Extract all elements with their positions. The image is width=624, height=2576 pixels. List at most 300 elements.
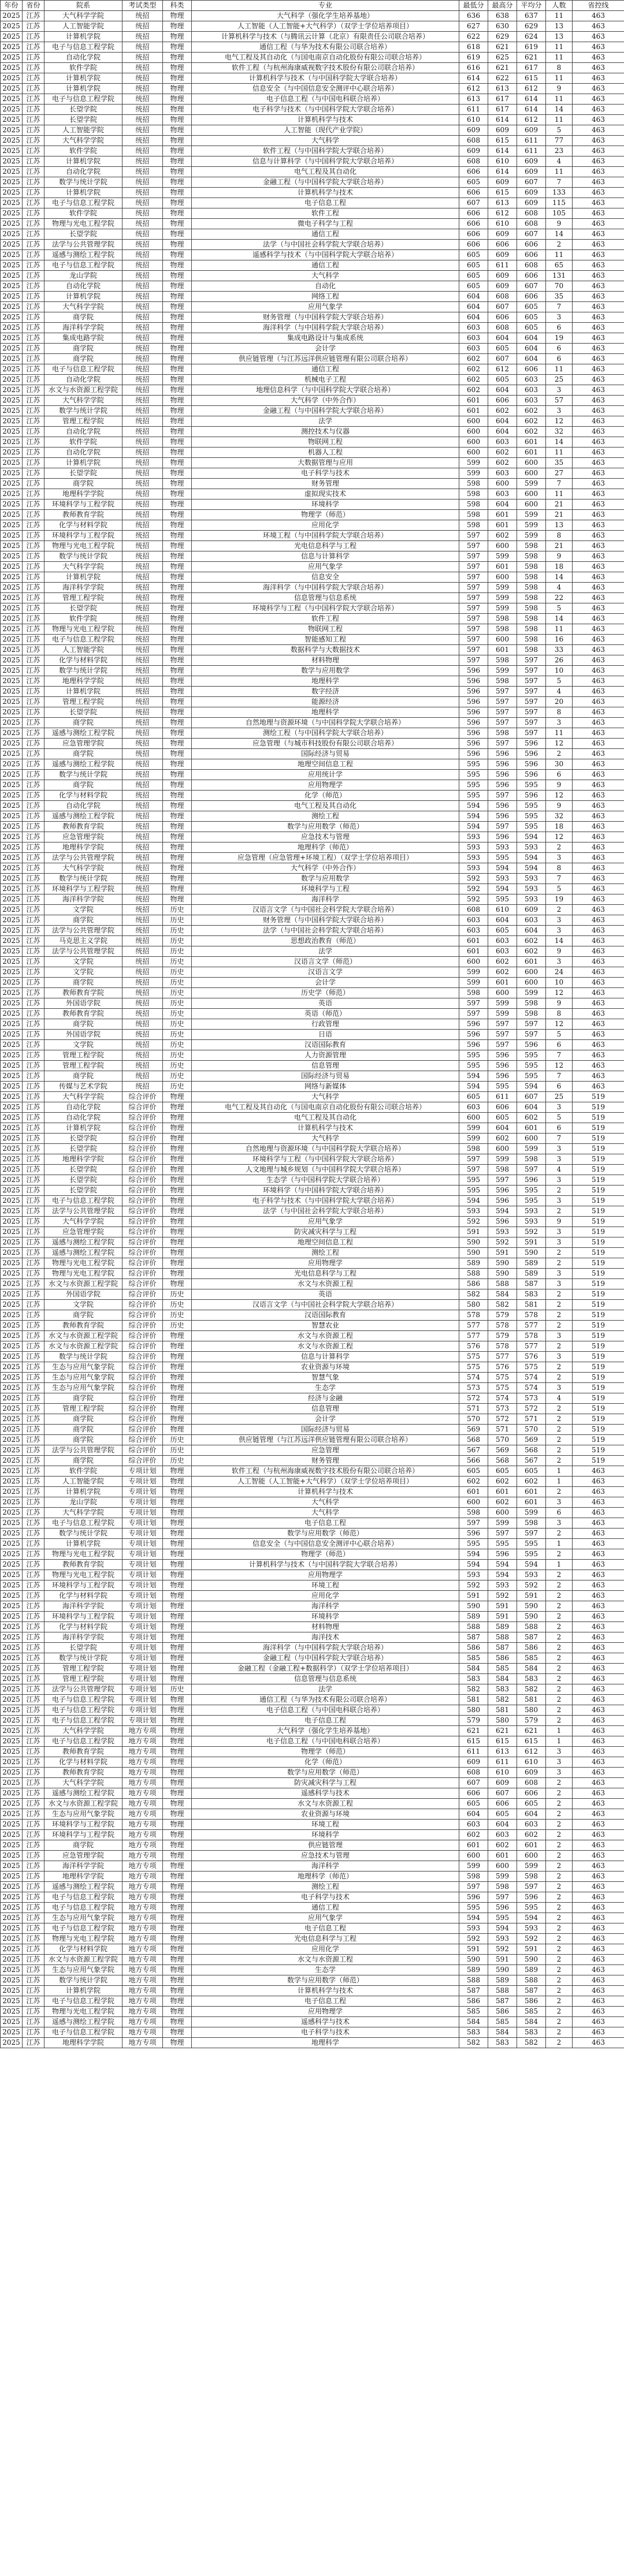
table-row [1, 1279, 624, 1289]
cell-avg-score: 596 [517, 1892, 546, 1903]
cell-year: 2025 [1, 1383, 23, 1393]
cell-exam-type: 统招 [122, 687, 163, 697]
cell-avg-score: 612 [517, 115, 546, 125]
cell-max-score: 579 [488, 1331, 517, 1341]
table-row [1, 146, 624, 156]
cell-department: 电子与信息工程学院 [44, 1196, 122, 1206]
cell-avg-score: 602 [517, 936, 546, 946]
cell-control-line: 519 [573, 1279, 624, 1289]
cell-avg-score: 578 [517, 1310, 546, 1321]
cell-department: 龙山学院 [44, 271, 122, 281]
cell-exam-type: 地方专项 [122, 1944, 163, 1955]
cell-count: 23 [546, 146, 573, 156]
cell-min-score: 596 [459, 1040, 488, 1050]
cell-min-score: 605 [459, 281, 488, 292]
cell-exam-type: 统招 [122, 416, 163, 427]
cell-exam-type: 专项计划 [122, 1695, 163, 1705]
cell-year: 2025 [1, 1664, 23, 1674]
cell-exam-type: 专项计划 [122, 1653, 163, 1664]
cell-province: 江苏 [23, 739, 44, 749]
cell-min-score: 593 [459, 832, 488, 842]
cell-year: 2025 [1, 1955, 23, 1965]
cell-department: 数学与统计学院 [44, 666, 122, 676]
cell-year: 2025 [1, 240, 23, 250]
table-row [1, 375, 624, 385]
cell-min-score: 600 [459, 416, 488, 427]
cell-department: 环境科学与工程学院 [44, 1820, 122, 1830]
cell-major: 数据科学与大数据技术 [192, 645, 459, 655]
cell-count: 2 [546, 1321, 573, 1331]
cell-exam-type: 综合评价 [122, 1227, 163, 1237]
cell-max-score: 594 [488, 1570, 517, 1580]
cell-subject: 物理 [163, 1591, 192, 1601]
cell-control-line: 463 [573, 1477, 624, 1487]
cell-year: 2025 [1, 1529, 23, 1539]
cell-subject: 历史 [163, 946, 192, 957]
cell-exam-type: 统招 [122, 198, 163, 208]
cell-max-score: 613 [488, 198, 517, 208]
cell-exam-type: 专项计划 [122, 1508, 163, 1518]
cell-exam-type: 综合评价 [122, 1165, 163, 1175]
cell-max-score: 577 [488, 1352, 517, 1362]
cell-control-line: 463 [573, 1082, 624, 1092]
cell-max-score: 601 [488, 1487, 517, 1497]
cell-avg-score: 593 [517, 842, 546, 853]
cell-avg-score: 602 [517, 1113, 546, 1123]
cell-subject: 物理 [163, 666, 192, 676]
cell-exam-type: 地方专项 [122, 1757, 163, 1768]
cell-major: 物理学（师范） [192, 1747, 459, 1757]
cell-control-line: 463 [573, 229, 624, 240]
table-row [1, 884, 624, 894]
cell-count: 25 [546, 1092, 573, 1102]
cell-min-score: 598 [459, 499, 488, 510]
cell-major: 遥感科学与技术 [192, 2017, 459, 2027]
table-row [1, 1196, 624, 1206]
cell-count: 3 [546, 1237, 573, 1248]
cell-year: 2025 [1, 499, 23, 510]
cell-max-score: 638 [488, 11, 517, 21]
cell-major: 海洋科学 [192, 1601, 459, 1612]
cell-max-score: 611 [488, 1757, 517, 1768]
cell-major: 海洋科学 [192, 894, 459, 905]
cell-avg-score: 596 [517, 770, 546, 780]
cell-min-score: 590 [459, 1248, 488, 1258]
cell-max-score: 598 [488, 655, 517, 666]
cell-avg-score: 593 [517, 1206, 546, 1217]
cell-avg-score: 599 [517, 531, 546, 541]
cell-year: 2025 [1, 1549, 23, 1560]
cell-min-score: 576 [459, 1341, 488, 1352]
cell-major: 光电信息科学与工程 [192, 1934, 459, 1944]
cell-control-line: 519 [573, 1425, 624, 1435]
cell-major: 大气科学 [192, 271, 459, 281]
cell-max-score: 615 [488, 136, 517, 146]
cell-exam-type: 专项计划 [122, 1591, 163, 1601]
cell-count: 32 [546, 811, 573, 822]
cell-min-score: 599 [459, 978, 488, 988]
cell-control-line: 463 [573, 11, 624, 21]
header-major: 专业 [192, 1, 459, 11]
cell-avg-score: 596 [517, 739, 546, 749]
cell-province: 江苏 [23, 375, 44, 385]
cell-exam-type: 统招 [122, 915, 163, 926]
cell-department: 水文与水资源工程学院 [44, 1799, 122, 1809]
cell-year: 2025 [1, 551, 23, 562]
cell-department: 人工智能学院 [44, 645, 122, 655]
cell-max-score: 594 [488, 1923, 517, 1934]
cell-major: 智能感知工程 [192, 635, 459, 645]
cell-count: 2 [546, 1570, 573, 1580]
cell-max-score: 602 [488, 967, 517, 978]
table-row [1, 177, 624, 188]
cell-avg-score: 592 [517, 1227, 546, 1237]
cell-min-score: 593 [459, 853, 488, 863]
cell-province: 江苏 [23, 1840, 44, 1851]
cell-major: 人力资源管理 [192, 1050, 459, 1061]
cell-province: 江苏 [23, 406, 44, 416]
cell-department: 大气科学学院 [44, 1217, 122, 1227]
cell-min-score: 627 [459, 21, 488, 32]
cell-year: 2025 [1, 1217, 23, 1227]
cell-min-score: 595 [459, 780, 488, 791]
cell-count: 35 [546, 458, 573, 468]
table-row [1, 1341, 624, 1352]
cell-year: 2025 [1, 1196, 23, 1206]
cell-min-score: 603 [459, 333, 488, 344]
cell-subject: 物理 [163, 707, 192, 718]
cell-year: 2025 [1, 1944, 23, 1955]
cell-max-score: 606 [488, 1102, 517, 1113]
cell-department: 长望学院 [44, 707, 122, 718]
cell-subject: 物理 [163, 1736, 192, 1747]
cell-count: 2 [546, 1425, 573, 1435]
cell-major: 环境科学（与中国科学院大学联合培养） [192, 1186, 459, 1196]
cell-control-line: 463 [573, 1944, 624, 1955]
cell-major: 数学与应用数学（师范） [192, 1975, 459, 1986]
cell-department: 化学与材料学院 [44, 1944, 122, 1955]
cell-max-score: 595 [488, 1539, 517, 1549]
cell-major: 应用物理学 [192, 2007, 459, 2017]
cell-max-score: 584 [488, 2027, 517, 2038]
cell-avg-score: 595 [517, 780, 546, 791]
cell-major: 人工智能（人工智能+大气科学）（双学士学位培养项目） [192, 21, 459, 32]
cell-province: 江苏 [23, 1310, 44, 1321]
table-row [1, 926, 624, 936]
cell-min-score: 600 [459, 1497, 488, 1508]
cell-count: 2 [546, 1851, 573, 1861]
table-row [1, 1840, 624, 1851]
cell-major: 电子科学与技术（与中国科学院大学联合培养） [192, 1196, 459, 1206]
cell-exam-type: 统招 [122, 759, 163, 770]
cell-max-score: 592 [488, 1591, 517, 1601]
cell-exam-type: 统招 [122, 749, 163, 759]
cell-avg-score: 583 [517, 1674, 546, 1684]
cell-major: 计算机科学与技术 [192, 115, 459, 125]
cell-min-score: 577 [459, 1331, 488, 1341]
cell-exam-type: 专项计划 [122, 1684, 163, 1695]
cell-control-line: 463 [573, 1716, 624, 1726]
cell-min-score: 596 [459, 697, 488, 707]
cell-min-score: 602 [459, 354, 488, 364]
cell-exam-type: 综合评价 [122, 1279, 163, 1289]
cell-year: 2025 [1, 396, 23, 406]
cell-subject: 物理 [163, 1601, 192, 1612]
cell-subject: 物理 [163, 1934, 192, 1944]
table-row [1, 73, 624, 84]
cell-department: 商学院 [44, 312, 122, 323]
cell-min-score: 603 [459, 323, 488, 333]
cell-min-score: 603 [459, 1820, 488, 1830]
cell-province: 江苏 [23, 1861, 44, 1872]
cell-avg-score: 596 [517, 791, 546, 801]
cell-count: 14 [546, 614, 573, 624]
cell-max-score: 584 [488, 1674, 517, 1684]
cell-subject: 物理 [163, 572, 192, 583]
cell-major: 电子科学与技术 [192, 1892, 459, 1903]
cell-exam-type: 地方专项 [122, 1736, 163, 1747]
cell-avg-score: 593 [517, 884, 546, 894]
cell-year: 2025 [1, 791, 23, 801]
cell-count: 57 [546, 396, 573, 406]
cell-province: 江苏 [23, 1393, 44, 1404]
cell-subject: 历史 [163, 915, 192, 926]
cell-avg-score: 597 [517, 666, 546, 676]
cell-control-line: 463 [573, 94, 624, 105]
cell-department: 管理工程学院 [44, 1664, 122, 1674]
table-row [1, 53, 624, 63]
cell-subject: 物理 [163, 1820, 192, 1830]
cell-exam-type: 统招 [122, 676, 163, 687]
cell-province: 江苏 [23, 1445, 44, 1456]
cell-max-score: 602 [488, 1840, 517, 1851]
cell-major: 电子科学与技术 [192, 2027, 459, 2038]
cell-count: 21 [546, 541, 573, 551]
header-avg-score: 平均分 [517, 1, 546, 11]
table-row [1, 1435, 624, 1445]
cell-avg-score: 598 [517, 583, 546, 593]
table-row [1, 1071, 624, 1082]
cell-min-score: 595 [459, 759, 488, 770]
cell-exam-type: 统招 [122, 884, 163, 894]
cell-major: 电子信息工程 [192, 1716, 459, 1726]
cell-control-line: 463 [573, 1809, 624, 1820]
cell-count: 8 [546, 1009, 573, 1019]
cell-year: 2025 [1, 1030, 23, 1040]
cell-count: 2 [546, 1612, 573, 1622]
cell-subject: 物理 [163, 1362, 192, 1373]
cell-control-line: 463 [573, 167, 624, 177]
cell-count: 2 [546, 1206, 573, 1217]
cell-control-line: 519 [573, 1352, 624, 1362]
cell-major: 信息与计算科学 [192, 1352, 459, 1362]
table-row [1, 323, 624, 333]
cell-max-score: 578 [488, 1321, 517, 1331]
cell-major: 应急管理 [192, 1445, 459, 1456]
cell-year: 2025 [1, 1393, 23, 1404]
cell-subject: 物理 [163, 125, 192, 136]
cell-department: 大气科学学院 [44, 1726, 122, 1736]
cell-subject: 物理 [163, 1269, 192, 1279]
cell-min-score: 592 [459, 1934, 488, 1944]
cell-min-score: 599 [459, 967, 488, 978]
cell-max-score: 585 [488, 2017, 517, 2027]
cell-control-line: 463 [573, 624, 624, 635]
cell-count: 12 [546, 1061, 573, 1071]
cell-count: 77 [546, 136, 573, 146]
cell-department: 长望学院 [44, 1186, 122, 1196]
cell-avg-score: 597 [517, 676, 546, 687]
cell-year: 2025 [1, 583, 23, 593]
cell-exam-type: 地方专项 [122, 1913, 163, 1923]
cell-avg-score: 598 [517, 1154, 546, 1165]
cell-year: 2025 [1, 1497, 23, 1508]
cell-department: 数学与统计学院 [44, 770, 122, 780]
cell-subject: 物理 [163, 333, 192, 344]
cell-province: 江苏 [23, 1134, 44, 1144]
cell-major: 地理科学 [192, 707, 459, 718]
cell-province: 江苏 [23, 385, 44, 396]
cell-min-score: 611 [459, 105, 488, 115]
cell-subject: 物理 [163, 541, 192, 551]
cell-year: 2025 [1, 115, 23, 125]
cell-count: 3 [546, 1196, 573, 1206]
cell-department: 电子与信息工程学院 [44, 94, 122, 105]
cell-exam-type: 统招 [122, 697, 163, 707]
table-row [1, 219, 624, 229]
cell-control-line: 463 [573, 1019, 624, 1030]
cell-major: 环境科学 [192, 1612, 459, 1622]
table-row [1, 427, 624, 437]
cell-year: 2025 [1, 188, 23, 198]
cell-min-score: 587 [459, 1632, 488, 1643]
cell-year: 2025 [1, 1435, 23, 1445]
cell-exam-type: 统招 [122, 603, 163, 614]
cell-max-score: 594 [488, 863, 517, 874]
cell-control-line: 463 [573, 791, 624, 801]
cell-min-score: 584 [459, 2017, 488, 2027]
cell-min-score: 597 [459, 551, 488, 562]
table-row [1, 1601, 624, 1612]
cell-subject: 物理 [163, 739, 192, 749]
cell-exam-type: 综合评价 [122, 1445, 163, 1456]
cell-max-score: 598 [488, 728, 517, 739]
cell-count: 2 [546, 1861, 573, 1872]
cell-control-line: 519 [573, 1269, 624, 1279]
cell-exam-type: 统招 [122, 666, 163, 676]
cell-avg-score: 595 [517, 1539, 546, 1549]
table-row [1, 1269, 624, 1279]
table-row [1, 208, 624, 219]
cell-control-line: 463 [573, 156, 624, 167]
cell-control-line: 463 [573, 250, 624, 260]
cell-control-line: 463 [573, 1747, 624, 1757]
cell-major: 行政管理 [192, 1019, 459, 1030]
cell-count: 2 [546, 240, 573, 250]
cell-count: 2 [546, 1300, 573, 1310]
cell-control-line: 463 [573, 967, 624, 978]
table-row [1, 624, 624, 635]
cell-year: 2025 [1, 84, 23, 94]
cell-control-line: 463 [573, 1570, 624, 1580]
cell-province: 江苏 [23, 593, 44, 603]
cell-max-score: 602 [488, 531, 517, 541]
table-row [1, 1310, 624, 1321]
cell-department: 教师教育学院 [44, 1009, 122, 1019]
cell-control-line: 463 [573, 479, 624, 489]
cell-control-line: 463 [573, 437, 624, 448]
cell-year: 2025 [1, 1092, 23, 1102]
cell-major: 电子科学与技术（与中国科学院大学联合培养） [192, 105, 459, 115]
cell-control-line: 463 [573, 1591, 624, 1601]
cell-exam-type: 统招 [122, 302, 163, 312]
cell-exam-type: 统招 [122, 780, 163, 791]
cell-exam-type: 统招 [122, 728, 163, 739]
cell-exam-type: 统招 [122, 63, 163, 73]
cell-subject: 物理 [163, 1882, 192, 1892]
cell-count: 2 [546, 1529, 573, 1539]
table-row [1, 198, 624, 208]
cell-exam-type: 统招 [122, 791, 163, 801]
cell-province: 江苏 [23, 1497, 44, 1508]
cell-max-score: 610 [488, 219, 517, 229]
cell-avg-score: 578 [517, 1331, 546, 1341]
cell-control-line: 463 [573, 1040, 624, 1050]
cell-year: 2025 [1, 437, 23, 448]
cell-year: 2025 [1, 94, 23, 105]
cell-avg-score: 606 [517, 240, 546, 250]
cell-max-score: 605 [488, 926, 517, 936]
cell-exam-type: 统招 [122, 1082, 163, 1092]
cell-max-score: 590 [488, 1258, 517, 1269]
cell-avg-score: 598 [517, 645, 546, 655]
cell-max-score: 596 [488, 1903, 517, 1913]
cell-department: 龙山学院 [44, 1497, 122, 1508]
table-row [1, 583, 624, 593]
cell-avg-score: 591 [517, 1944, 546, 1955]
table-row [1, 1082, 624, 1092]
cell-year: 2025 [1, 1165, 23, 1175]
header-min-score: 最低分 [459, 1, 488, 11]
cell-avg-score: 591 [517, 1591, 546, 1601]
cell-subject: 物理 [163, 1186, 192, 1196]
cell-avg-score: 589 [517, 1258, 546, 1269]
cell-exam-type: 综合评价 [122, 1258, 163, 1269]
cell-province: 江苏 [23, 73, 44, 84]
cell-count: 4 [546, 1393, 573, 1404]
cell-control-line: 463 [573, 312, 624, 323]
cell-department: 电子与信息工程学院 [44, 1518, 122, 1529]
table-row [1, 1539, 624, 1549]
cell-avg-score: 574 [517, 1383, 546, 1393]
cell-major: 信息安全 [192, 572, 459, 583]
cell-avg-score: 605 [517, 312, 546, 323]
cell-max-score: 568 [488, 1456, 517, 1466]
cell-department: 文学院 [44, 1300, 122, 1310]
cell-province: 江苏 [23, 707, 44, 718]
cell-department: 地理科学学院 [44, 1872, 122, 1882]
cell-exam-type: 专项计划 [122, 1705, 163, 1716]
cell-department: 物理与光电工程学院 [44, 1269, 122, 1279]
cell-min-score: 594 [459, 1549, 488, 1560]
cell-province: 江苏 [23, 988, 44, 998]
cell-department: 长望学院 [44, 1134, 122, 1144]
cell-department: 生态与应用气象学院 [44, 1913, 122, 1923]
table-row [1, 1996, 624, 2007]
cell-department: 化学与材料学院 [44, 1591, 122, 1601]
cell-count: 10 [546, 666, 573, 676]
cell-year: 2025 [1, 1248, 23, 1258]
